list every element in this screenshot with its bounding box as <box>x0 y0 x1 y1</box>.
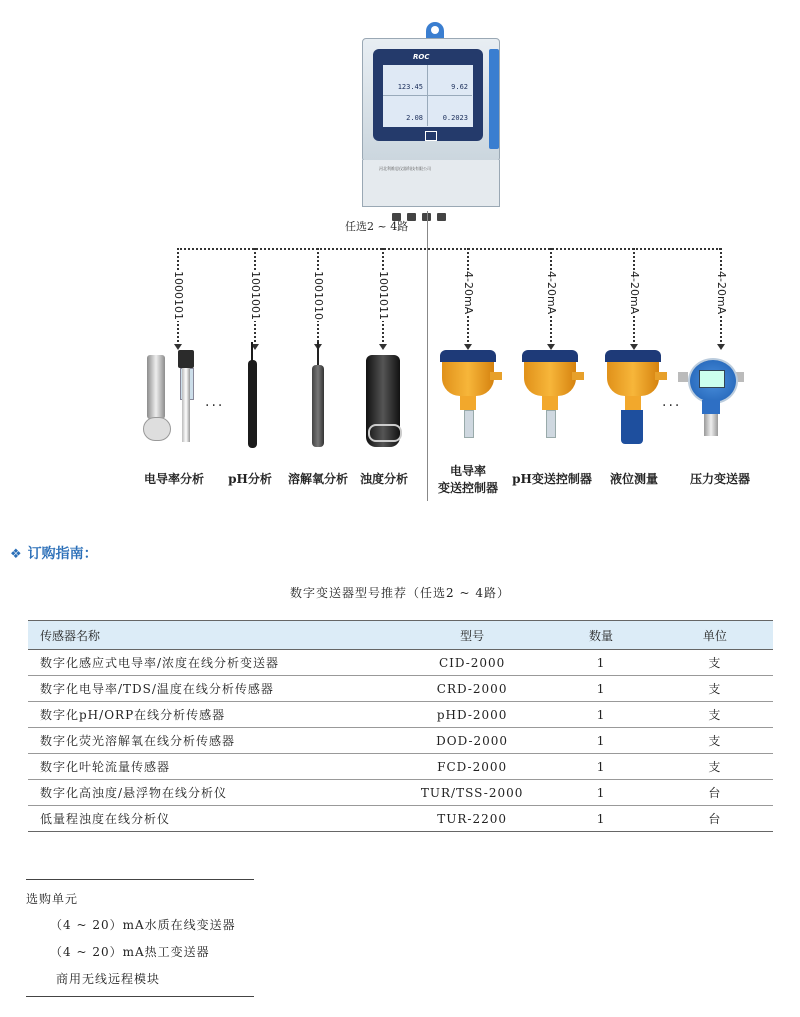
quantity-cell: 1 <box>545 754 656 780</box>
signal-code: 1000101 <box>172 271 185 320</box>
diamond-bullet-icon: ❖ <box>10 547 22 562</box>
do-probe-cable <box>317 342 319 366</box>
turbidity-probe-window <box>368 424 402 442</box>
ordering-guide-heading: ❖ 订购指南： <box>10 546 98 562</box>
unit-cell: 支 <box>657 728 773 754</box>
unit-cell: 台 <box>657 806 773 832</box>
conductivity-probe-cap <box>143 417 171 441</box>
table-caption: 数字变送器型号推荐（任选2 ~ 4路） <box>290 586 510 600</box>
ph-probe-cable <box>251 342 253 362</box>
unit-cell: 支 <box>657 650 773 676</box>
unit-cell: 支 <box>657 754 773 780</box>
quantity-cell: 1 <box>545 780 656 806</box>
signal-code: 1001010 <box>312 271 325 320</box>
quantity-cell: 1 <box>545 728 656 754</box>
quantity-cell: 1 <box>545 650 656 676</box>
conductivity-probe-image <box>147 355 165 419</box>
column-header: 数量 <box>545 621 656 650</box>
ph-probe-image <box>248 360 257 448</box>
device-screen-frame <box>373 49 483 141</box>
more-dots: ··· <box>205 398 225 414</box>
optional-item: （4 ~ 20）mA热工变送器 <box>50 945 210 959</box>
signal-code: 1001001 <box>249 271 262 320</box>
column-header: 单位 <box>657 621 773 650</box>
model-cell: CID-2000 <box>399 650 545 676</box>
unit-cell: 台 <box>657 780 773 806</box>
table-header-row <box>28 621 773 650</box>
table-row <box>28 650 773 676</box>
signal-code: 4-20mA <box>462 271 475 315</box>
device-upper-housing <box>362 38 500 162</box>
unit-cell: 支 <box>657 676 773 702</box>
table-row <box>28 702 773 728</box>
quantity-cell: 1 <box>545 702 656 728</box>
more-dots: ··· <box>662 398 682 414</box>
sensor-name-cell: 数字化电导率/TDS/温度在线分析传感器 <box>28 676 399 702</box>
sensor-name-cell: 数字化叶轮流量传感器 <box>28 754 399 780</box>
table-row <box>28 780 773 806</box>
device-lower-housing <box>362 160 500 207</box>
sensor-label: 压力变送器 <box>689 472 750 486</box>
sensor-label: 液位测量 <box>609 472 658 486</box>
optional-item: （4 ~ 20）mA水质在线变送器 <box>50 918 236 932</box>
lcd-cell: 2.08 <box>383 96 428 126</box>
unit-cell: 支 <box>657 702 773 728</box>
table-row <box>28 754 773 780</box>
cable-glands <box>392 206 472 214</box>
lcd-cell: 0.2023 <box>442 114 468 122</box>
sensor-label: pH分析 <box>228 472 272 486</box>
table-row <box>28 806 773 832</box>
signal-code: 4-20mA <box>715 271 728 315</box>
column-header: 传感器名称 <box>28 621 399 650</box>
pressure-transmitter-image <box>684 358 740 444</box>
model-cell: DOD-2000 <box>399 728 545 754</box>
optional-item: 商用无线远程模块 <box>56 972 161 986</box>
sensor-name-cell: 数字化高浊度/悬浮物在线分析仪 <box>28 780 399 806</box>
sensor-name-cell: 数字化感应式电导率/浓度在线分析变送器 <box>28 650 399 676</box>
model-cell: CRD-2000 <box>399 676 545 702</box>
conductivity-probe-2-head <box>178 350 194 368</box>
table-row <box>28 676 773 702</box>
device-lcd <box>383 65 473 127</box>
optional-bottom-rule <box>26 996 254 997</box>
lcd-cell: 9.62 <box>428 65 472 96</box>
controller-device <box>362 22 498 212</box>
sensor-name-cell: 低量程浊度在线分析仪 <box>28 806 399 832</box>
optional-title: 选购单元 <box>26 892 79 906</box>
bus-line <box>177 248 721 250</box>
model-cell: TUR-2200 <box>399 806 545 832</box>
model-table <box>28 620 773 832</box>
device-maker-text: 河北利维思仪器科技有限公司 <box>379 166 431 171</box>
divider-line <box>427 211 428 501</box>
quantity-cell: 1 <box>545 676 656 702</box>
sensor-name-cell: 数字化荧光溶解氧在线分析传感器 <box>28 728 399 754</box>
sensor-label: 电导率 变送控制器 <box>437 464 498 495</box>
sensor-label: 溶解氧分析 <box>287 472 348 486</box>
sensor-label: 浊度分析 <box>359 472 408 486</box>
device-side-rail <box>489 49 499 149</box>
sensor-name-cell: 数字化pH/ORP在线分析传感器 <box>28 702 399 728</box>
conductivity-probe-2-rod <box>182 360 190 442</box>
sensor-label: pH变送控制器 <box>512 472 592 486</box>
model-cell: pHD-2000 <box>399 702 545 728</box>
sensor-label: 电导率分析 <box>143 472 204 486</box>
quantity-cell: 1 <box>545 806 656 832</box>
signal-code: 1001011 <box>377 271 390 320</box>
column-header: 型号 <box>399 621 545 650</box>
device-brand-logo: ROC <box>413 53 430 61</box>
edit-icon <box>425 131 437 141</box>
optional-top-rule <box>26 879 254 880</box>
do-probe-image <box>312 365 324 447</box>
route-label: 任选2 ~ 4路 <box>345 220 409 233</box>
table-row <box>28 728 773 754</box>
lcd-cell: 123.45 <box>383 65 428 96</box>
signal-code: 4-20mA <box>628 271 641 315</box>
signal-code: 4-20mA <box>545 271 558 315</box>
model-cell: TUR/TSS-2000 <box>399 780 545 806</box>
model-cell: FCD-2000 <box>399 754 545 780</box>
